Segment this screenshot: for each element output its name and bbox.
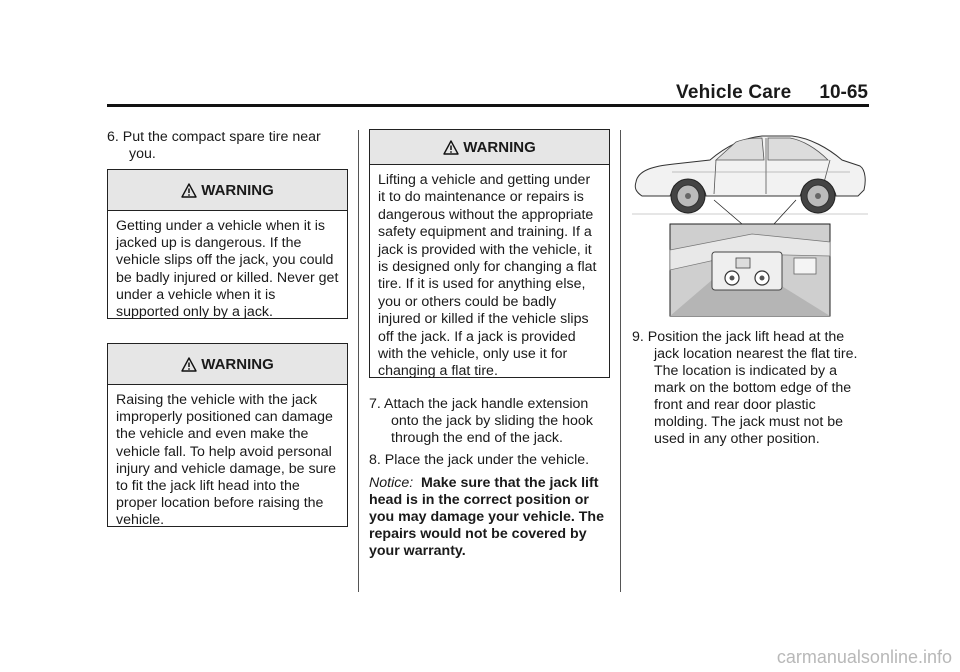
warning-triangle-icon (181, 183, 197, 198)
step-9-number: 9. (632, 329, 644, 345)
step-8-number: 8. (369, 452, 381, 468)
watermark: carmanualsonline.info (776, 647, 952, 667)
warning-header (108, 344, 347, 385)
step-6-number: 6. (107, 129, 119, 145)
section-title: Vehicle Care (676, 82, 792, 103)
callout-line-left (714, 200, 742, 224)
warning-body: Lifting a vehicle and getting under it to do maintenance or repairs is dangerous without the appropriate safety equipment and training. If a jack is provided with the vehicle, it is designed only for changing a flat tire. If it is used for anything else, you or others could be badly injured or killed if the vehicle slips off the jack. If a jack is provided with the vehicle, only use it for changing a flat tire. (378, 172, 597, 380)
warning-box-jack-position (107, 343, 348, 527)
callout-line-right (774, 200, 796, 224)
step-6-text: Put the compact spare tire near you. (122, 129, 321, 162)
warning-header (108, 170, 347, 211)
warning-triangle-icon (443, 140, 459, 155)
jack-detail-inset (670, 224, 830, 316)
notice-label: Notice: (369, 475, 414, 491)
car-side-view (632, 136, 868, 214)
warning-title: WARNING (201, 181, 274, 199)
page-number: 10-65 (819, 82, 868, 103)
step-9 (632, 329, 872, 448)
step-7-number: 7. (369, 396, 381, 412)
warning-header (370, 130, 609, 165)
warning-box-jack-danger (107, 169, 348, 319)
warning-title: WARNING (463, 138, 536, 156)
step-7 (369, 396, 609, 447)
jack-location-illustration (632, 130, 868, 320)
notice-paragraph (369, 475, 609, 560)
header-rule (107, 104, 869, 107)
notice-text: Make sure that the jack lift head is in the correct position or you may damage your vehicle. The repairs would not be covered by your warranty. (369, 475, 604, 559)
step-6 (107, 129, 342, 163)
step-7-text: Attach the jack handle extension onto the jack by sliding the hook through the end of the jack. (384, 396, 593, 446)
step-8 (369, 452, 609, 469)
warning-title: WARNING (201, 355, 274, 373)
warning-body: Raising the vehicle with the jack improperly positioned can damage the vehicle and even make the vehicle fall. To help avoid personal injury and vehicle damage, be sure to fit the jack lift head into the proper location before raising the vehicle. (116, 392, 337, 529)
column-divider-2 (620, 130, 621, 592)
step-9-text: Position the jack lift head at the jack location nearest the flat tire. The location is indicated by a mark on the bottom edge of the front and rear door plastic molding. The jack must not be used in any other position. (647, 329, 858, 447)
column-divider-1 (358, 130, 359, 592)
step-8-text: Place the jack under the vehicle. (384, 452, 590, 468)
warning-body: Getting under a vehicle when it is jacked up is dangerous. If the vehicle slips off the jack, you could be badly injured or killed. Never get under a vehicle when it is supported only by a jack. (116, 218, 339, 321)
warning-box-lifting (369, 129, 610, 378)
warning-triangle-icon (181, 357, 197, 372)
